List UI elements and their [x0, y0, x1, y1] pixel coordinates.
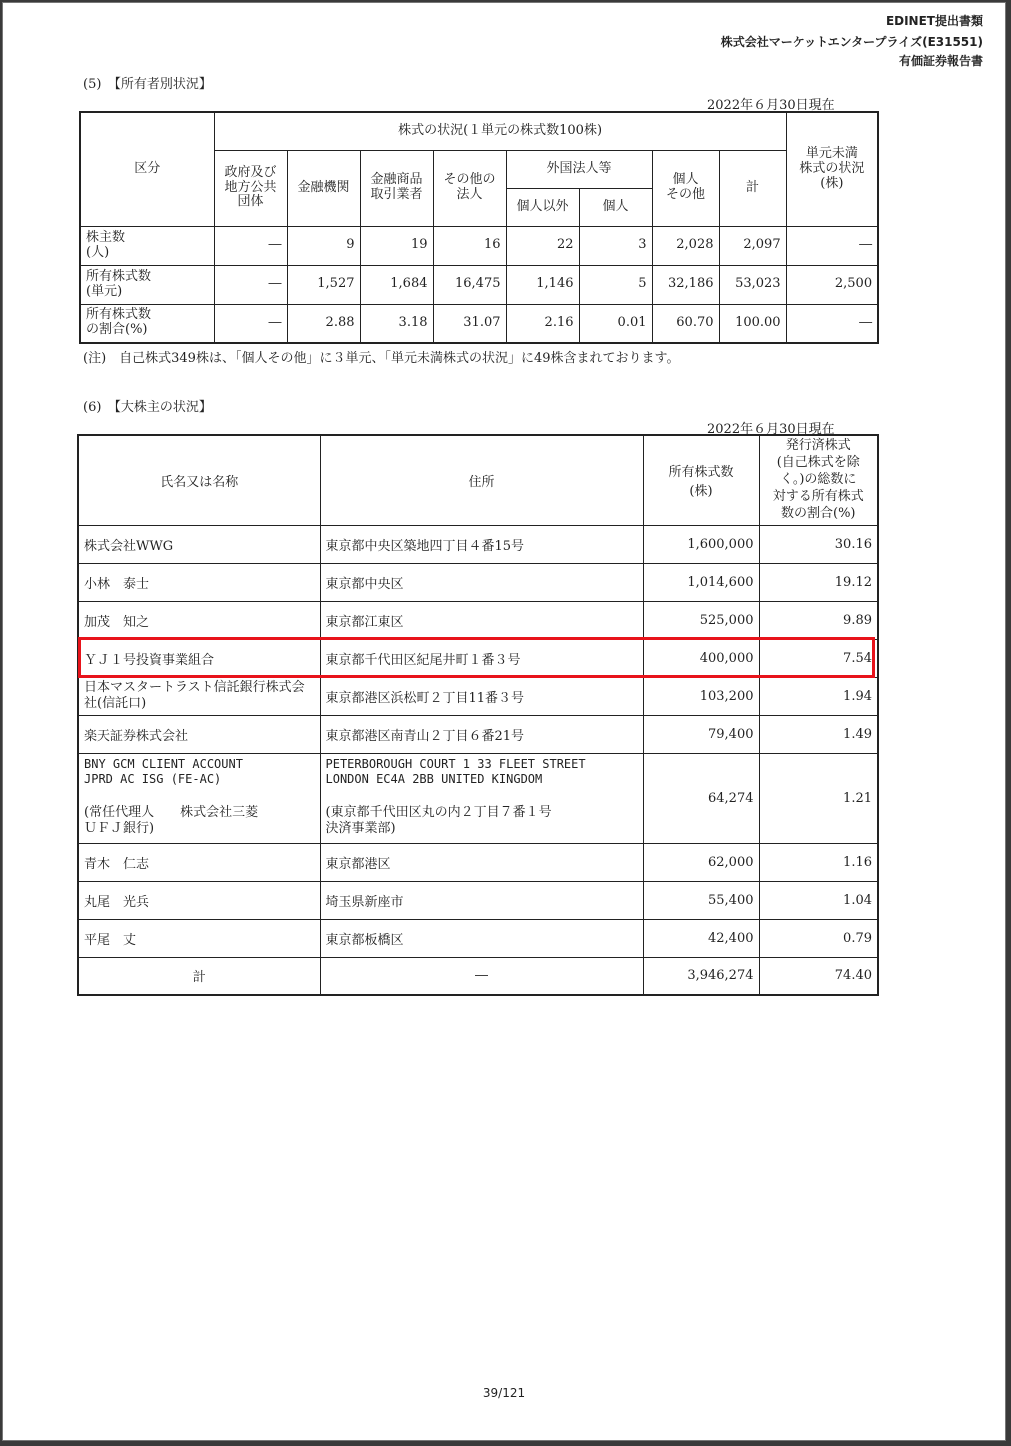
- shareholder-address: 東京都中央区築地四丁目４番15号: [320, 525, 643, 563]
- header-company: 株式会社マーケットエンタープライズ(E31551): [720, 35, 983, 49]
- row-label: 所有株式数 の割合(%): [80, 304, 214, 343]
- cell: 31.07: [433, 304, 506, 343]
- cell: 0.01: [579, 304, 652, 343]
- section5-title: (5) 【所有者別状況】: [83, 77, 212, 92]
- cell: 60.70: [652, 304, 719, 343]
- table-row: [78, 525, 878, 563]
- table-row: [78, 601, 878, 639]
- header-address: 住所: [320, 435, 643, 525]
- cell: 1,684: [360, 265, 433, 304]
- header-stock-status: 株式の状況(１単元の株式数100株): [214, 112, 786, 150]
- cell: 5: [579, 265, 652, 304]
- header-total: 計: [719, 150, 786, 226]
- header-foreign-individual: 個人: [579, 188, 652, 226]
- cell: ―: [214, 304, 287, 343]
- cell: ―: [786, 226, 878, 265]
- section6-as-of: 2022年６月30日現在: [707, 422, 835, 437]
- shareholder-address: 東京都港区: [320, 843, 643, 881]
- shareholder-ratio: 1.21: [759, 753, 878, 843]
- table-row: [80, 265, 878, 304]
- header-report-type: 有価証券報告書: [898, 54, 983, 68]
- shareholder-address: 東京都江東区: [320, 601, 643, 639]
- shareholder-address: 東京都中央区: [320, 563, 643, 601]
- cell: 2,500: [786, 265, 878, 304]
- row-label: 株主数 (人): [80, 226, 214, 265]
- table-row: [78, 881, 878, 919]
- header-odd-lot: 単元未満 株式の状況 (株): [786, 112, 878, 226]
- shareholder-name: 楽天証券株式会社: [78, 715, 320, 753]
- total-shares: 3,946,274: [643, 957, 759, 995]
- shareholder-ratio: 30.16: [759, 525, 878, 563]
- shareholder-shares: 1,014,600: [643, 563, 759, 601]
- document-page: [2, 2, 1006, 1441]
- cell: 19: [360, 226, 433, 265]
- total-ratio: 74.40: [759, 957, 878, 995]
- cell: 1,527: [287, 265, 360, 304]
- header-edinet: EDINET提出書類: [885, 14, 983, 28]
- cell: 2,097: [719, 226, 786, 265]
- table-row: [78, 919, 878, 957]
- header-securities: 金融商品 取引業者: [360, 150, 433, 226]
- shareholder-name: 日本マスタートラスト信託銀行株式会社(信託口): [78, 677, 320, 715]
- cell: ―: [214, 226, 287, 265]
- table-row: [80, 226, 878, 265]
- shareholder-shares: 1,600,000: [643, 525, 759, 563]
- total-label: 計: [78, 957, 320, 995]
- shareholder-ratio: 9.89: [759, 601, 878, 639]
- table-row: [80, 304, 878, 343]
- shareholder-name: 小林 泰士: [78, 563, 320, 601]
- shareholder-name: BNY GCM CLIENT ACCOUNT JPRD AC ISG (FE-AC) (常任代理人 株式会社三菱 ＵＦＪ銀行): [78, 753, 320, 843]
- cell: 1,146: [506, 265, 579, 304]
- shareholder-shares: 525,000: [643, 601, 759, 639]
- cell: 32,186: [652, 265, 719, 304]
- shareholder-shares: 64,274: [643, 753, 759, 843]
- shareholder-ratio: 19.12: [759, 563, 878, 601]
- shareholder-shares: 62,000: [643, 843, 759, 881]
- shareholder-address: 東京都港区浜松町２丁目11番３号: [320, 677, 643, 715]
- cell: ―: [214, 265, 287, 304]
- header-ratio: 発行済株式 (自己株式を除 く。)の総数に 対する所有株式 数の割合(%): [759, 435, 878, 525]
- table-row: [78, 563, 878, 601]
- shareholder-ratio: 1.04: [759, 881, 878, 919]
- header-financial-inst: 金融機関: [287, 150, 360, 226]
- section5-note: (注) 自己株式349株は、「個人その他」に３単元、「単元未満株式の状況」に49株含まれております。: [83, 351, 680, 366]
- shareholder-name: 株式会社WWG: [78, 525, 320, 563]
- shareholder-shares: 79,400: [643, 715, 759, 753]
- cell: 2.88: [287, 304, 360, 343]
- shareholder-shares: 42,400: [643, 919, 759, 957]
- header-name: 氏名又は名称: [78, 435, 320, 525]
- cell: 2.16: [506, 304, 579, 343]
- shareholder-shares: 55,400: [643, 881, 759, 919]
- cell: 9: [287, 226, 360, 265]
- shareholder-name: 加茂 知之: [78, 601, 320, 639]
- shareholder-address: 東京都板橋区: [320, 919, 643, 957]
- shareholder-address: 東京都千代田区紀尾井町１番３号: [320, 639, 643, 677]
- shareholder-address: PETERBOROUGH COURT 1 33 FLEET STREET LONDON EC4A 2BB UNITED KINGDOM (東京都千代田区丸の内２丁目７番１号 決済事業部): [320, 753, 643, 843]
- total-address: ―: [320, 957, 643, 995]
- header-foreign-nonindividual: 個人以外: [506, 188, 579, 226]
- table-row: [78, 677, 878, 715]
- header-other-corp: その他の 法人: [433, 150, 506, 226]
- major-shareholders-table: [77, 434, 879, 996]
- cell: 3: [579, 226, 652, 265]
- shareholder-ratio: 1.94: [759, 677, 878, 715]
- cell: 53,023: [719, 265, 786, 304]
- shareholder-shares: 400,000: [643, 639, 759, 677]
- table-row: [78, 715, 878, 753]
- total-row: [78, 957, 878, 995]
- shareholder-name: 平尾 丈: [78, 919, 320, 957]
- header-individuals: 個人 その他: [652, 150, 719, 226]
- shareholder-address: 東京都港区南青山２丁目６番21号: [320, 715, 643, 753]
- shareholder-ratio: 7.54: [759, 639, 878, 677]
- cell: ―: [786, 304, 878, 343]
- shareholder-shares: 103,200: [643, 677, 759, 715]
- section6-title: (6) 【大株主の状況】: [83, 400, 212, 415]
- shareholder-ratio: 1.49: [759, 715, 878, 753]
- table-row: [78, 639, 878, 677]
- shareholder-ratio: 1.16: [759, 843, 878, 881]
- cell: 3.18: [360, 304, 433, 343]
- header-shares: 所有株式数 (株): [643, 435, 759, 525]
- cell: 22: [506, 226, 579, 265]
- header-government: 政府及び 地方公共 団体: [214, 150, 287, 226]
- header-category: 区分: [80, 112, 214, 226]
- header-foreign: 外国法人等: [506, 150, 652, 188]
- shareholder-name: 青木 仁志: [78, 843, 320, 881]
- cell: 2,028: [652, 226, 719, 265]
- shareholder-name: ＹＪ１号投資事業組合: [78, 639, 320, 677]
- page-number: 39/121: [482, 1386, 526, 1400]
- shareholder-ratio: 0.79: [759, 919, 878, 957]
- table-row: [78, 753, 878, 843]
- shareholder-name: 丸尾 光兵: [78, 881, 320, 919]
- ownership-table: [79, 111, 879, 344]
- table-row: [78, 843, 878, 881]
- section5-as-of: 2022年６月30日現在: [707, 98, 835, 113]
- row-label: 所有株式数 (単元): [80, 265, 214, 304]
- shareholder-address: 埼玉県新座市: [320, 881, 643, 919]
- cell: 16: [433, 226, 506, 265]
- cell: 16,475: [433, 265, 506, 304]
- cell: 100.00: [719, 304, 786, 343]
